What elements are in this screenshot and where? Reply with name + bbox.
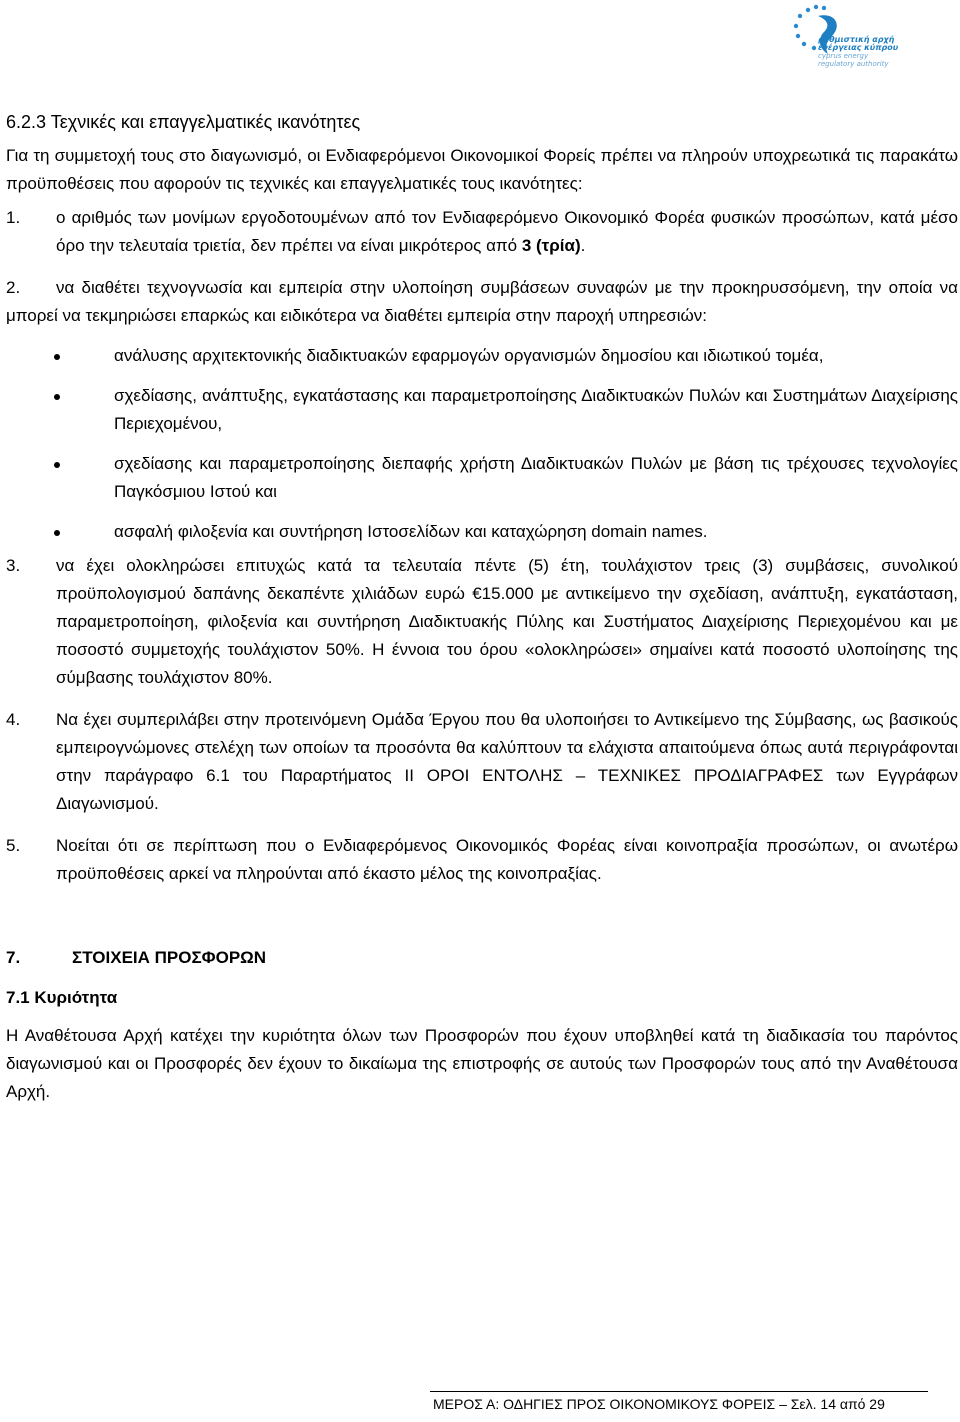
list-item: σχεδίασης, ανάπτυξης, εγκατάστασης και παραμετροποίησης Διαδικτυακών Πυλών και Συστημάτων Διαχείρισης Περιεχομένου, [6,382,958,438]
logo-line3: cyprus energy [818,52,869,60]
item-text: Να έχει συμπεριλάβει στην προτεινόμενη Ομάδα Έργου που θα υλοποιήσει το Αντικείμενο της Σύμβασης, ως βασικούς εμπειρογνώμονες στελέχη των οποίων τα προσόντα θα καλύπτουν τα ελάχιστα απαιτούμενα όπως αυτά περιγράφονται στην παράγραφο 6.1 του Παραρτήματος ΙΙ ΟΡΟΙ ΕΝΤΟΛΗΣ – ΤΕΧΝΙΚΕΣ ΠΡΟΔΙΑΓΡΑΦΕΣ των Εγγράφων Διαγωνισμού. [56,710,958,813]
requirement-item-3 [6,552,958,692]
item-number: 4. [6,710,21,729]
item-number: 3. [6,556,21,575]
subsection-heading: 7.1 Κυριότητα [6,988,118,1007]
item-number: 2. [6,278,21,297]
item-bold: 3 (τρία) [521,236,581,255]
item-text: ο αριθμός των μονίμων εργοδοτουμένων από τον Ενδιαφερόμενο Οικονομικό Φορέα φυσικών προσώπων, κατά μέσο όρο την τελευταία τριετία, δεν πρέπει να είναι μικρότερος από 3 (τρία). [56,208,958,255]
requirement-item-5 [6,832,958,888]
document-body [6,108,958,1106]
section-title: ΣΤΟΙΧΕΙΑ ΠΡΟΣΦΟΡΩΝ [72,948,267,967]
bullet-icon [6,382,114,438]
item-text: να έχει ολοκληρώσει επιτυχώς κατά τα τελευταία πέντε (5) έτη, τουλάχιστον τρεις (3) συμβάσεις, συνολικού προϋπολογισμού δαπάνης δεκαπέντε χιλιάδων ευρώ €15.000 με αντικείμενο την σχεδίαση, ανάπτυξη, εγκατάσταση, παραμετροποίηση, φιλοξενία και συντήρηση Διαδικτυακής Πύλης και Συστήματος Διαχείρισης Περιεχομένου και με ποσοστό συμμετοχής τουλάχιστον 50%. Η έννοια του όρου «ολοκληρώσει» σημαίνει κατά ποσοστό υλοποίησης της σύμβασης τουλάχιστον 80%. [56,556,958,687]
list-item: ασφαλή φιλοξενία και συντήρηση Ιστοσελίδων και καταχώρηση domain names. [6,518,958,546]
item-text: Νοείται ότι σε περίπτωση που ο Ενδιαφερόμενος Οικονομικός Φορέας είναι κοινοπραξία προσώπων, οι ανωτέρω προϋποθέσεις αρκεί να πληρούνται από έκαστο μέλος της κοινοπραξίας. [56,836,958,883]
bullet-icon [6,450,114,506]
requirement-item-4 [6,706,958,818]
logo-line1: ρυθμιστική αρχή [818,35,895,44]
list-item: ανάλυσης αρχιτεκτονικής διαδικτυακών εφαρμογών οργανισμών δημοσίου και ιδιωτικού τομέα, [6,342,958,370]
logo-line2: ενέργειας κύπρου [818,43,899,52]
item-text: να διαθέτει τεχνογνωσία και εμπειρία στην υλοποίηση συμβάσεων συναφών με την προκηρυσσόμενη, την οποία να μπορεί να τεκμηριώσει επαρκώς και ειδικότερα να διαθέτει εμπειρία στην παροχή υπηρεσιών: [6,278,958,325]
requirement-item-1 [6,204,958,260]
page-footer: ΜΕΡΟΣ Α: ΟΔΗΓΙΕΣ ΠΡΟΣ ΟΙΚΟΝΟΜΙΚΟΥΣ ΦΟΡΕΙΣ – Σελ. 14 από 29 [433,1396,885,1412]
logo-line4: regulatory authority [818,60,889,68]
section-heading: 6.2.3 Τεχνικές και επαγγελματικές ικανότητες [6,112,361,132]
footer-divider [430,1391,928,1392]
bullet-icon [6,518,114,546]
logo-text [818,36,898,68]
ownership-paragraph: Η Αναθέτουσα Αρχή κατέχει την κυριότητα όλων των Προσφορών που έχουν υποβληθεί κατά τη διαδικασία του παρόντος διαγωνισμού και οι Προσφορές δεν έχουν το δικαίωμα της επιστροφής σε αυτούς των Προσφορών τους από την Αναθέτουσα Αρχή. [6,1026,958,1101]
item-number: 1. [6,208,21,227]
bullet-icon [6,342,114,370]
intro-paragraph: Για τη συμμετοχή τους στο διαγωνισμό, οι Ενδιαφερόμενοι Οικονομικοί Φορείς πρέπει να πληρούν υποχρεωτικά τις παρακάτω προϋποθέσεις που αφορούν τις τεχνικές και επαγγελματικές τους ικανότητες: [6,146,958,193]
list-item: σχεδίασης και παραμετροποίησης διεπαφής χρήστη Διαδικτυακών Πυλών με βάση τις τρέχουσες τεχνολογίες Παγκόσμιου Ιστού και [6,450,958,506]
bullet-list [6,342,958,546]
section-7-heading [6,944,958,972]
item-number: 5. [6,836,21,855]
requirement-item-2 [6,274,958,330]
section-number: 7. [6,948,21,967]
